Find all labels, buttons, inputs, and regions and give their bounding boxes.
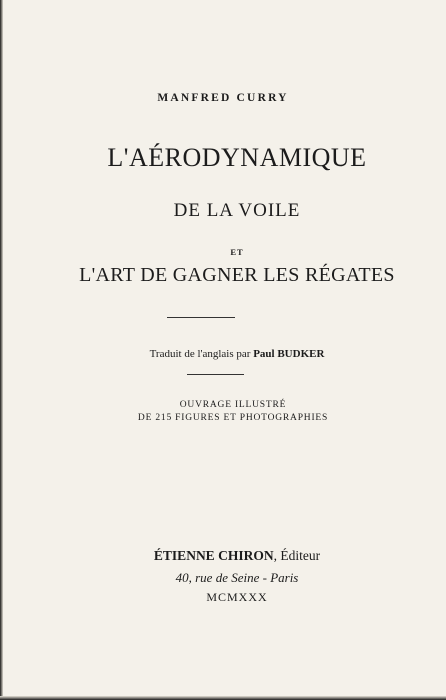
illustration-note-line-2: DE 215 FIGURES ET PHOTOGRAPHIES: [137, 413, 329, 423]
translator-prefix: Traduit de l'anglais par: [149, 348, 251, 360]
publisher-line: [14, 548, 446, 564]
title-conjunction: ET: [230, 247, 244, 257]
translator-name: Paul BUDKER: [253, 348, 325, 360]
divider-rule-1: [167, 317, 235, 318]
page-edge-shadow-left: [0, 0, 3, 700]
translator-credit: [14, 348, 446, 360]
publisher-name: ÉTIENNE CHIRON: [153, 548, 274, 563]
page-edge-shadow-bottom: [0, 696, 446, 700]
publisher-address: 40, rue de Seine - Paris: [175, 570, 299, 585]
title-line-3: L'ART DE GAGNER LES RÉGATES: [79, 264, 395, 286]
publication-year: MCMXXX: [206, 590, 268, 604]
illustration-note-line-1: OUVRAGE ILLUSTRÉ: [179, 400, 287, 410]
author-name: MANFRED CURRY: [157, 92, 289, 104]
title-line-1: L'AÉRODYNAMIQUE: [107, 143, 367, 172]
divider-rule-2: [187, 374, 244, 375]
title-line-2: DE LA VOILE: [173, 200, 301, 221]
publisher-role: , Éditeur: [273, 548, 321, 563]
